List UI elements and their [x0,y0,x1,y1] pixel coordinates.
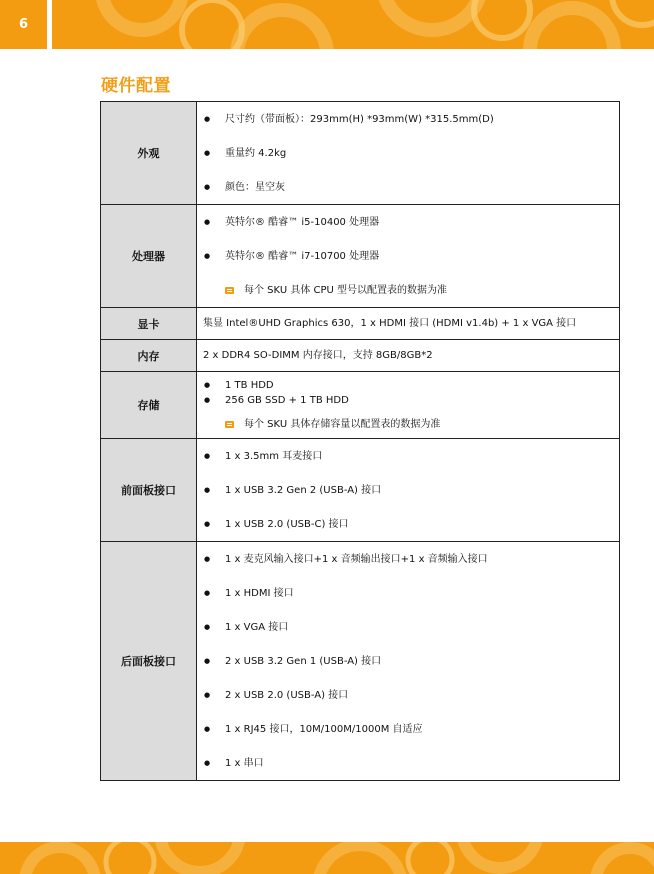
table-row-processor [101,205,620,308]
list-item: ● 1 x RJ45 接口，10M/100M/1000M 自适应 [197,723,619,736]
note-text: 每个 SKU 具体存储容量以配置表的数据为准 [244,419,441,430]
table-row-graphics [101,308,620,340]
footer-pattern [0,842,654,874]
hardware-spec-table [100,101,620,781]
list-item: ● 英特尔® 酷睿™ i7-10700 处理器 [197,250,619,263]
table-row-appearance [101,102,620,205]
row-content [197,372,620,439]
list-item: ● 1 x USB 3.2 Gen 2 (USB-A) 接口 [197,484,619,497]
page-number-badge [0,0,47,49]
list-item: ● 1 x 麦克风输入接口+1 x 音频输出接口+1 x 音频输入接口 [197,553,619,566]
row-label: 存储 [101,372,197,439]
list-item: ● 1 x VGA 接口 [197,621,619,634]
row-label: 显卡 [101,308,197,340]
row-content [197,439,620,542]
bullet-list [197,113,619,194]
list-item: ● 2 x USB 2.0 (USB-A) 接口 [197,689,619,702]
row-label: 前面板接口 [101,439,197,542]
table-row-front-ports [101,439,620,542]
row-text: 2 x DDR4 SO-DIMM 内存接口，支持 8GB/8GB*2 [203,350,433,361]
row-content [197,102,620,205]
list-item: ● 颜色：星空灰 [197,181,619,194]
row-content [197,340,620,372]
list-item: ● 256 GB SSD + 1 TB HDD [197,394,619,407]
page-number: 6 [18,17,29,32]
row-content [197,308,620,340]
list-item: ● 1 x HDMI 接口 [197,587,619,600]
list-item: ● 1 x USB 2.0 (USB-C) 接口 [197,518,619,531]
footer-band [0,842,654,874]
note-icon [225,287,234,294]
header-pattern [52,0,654,49]
list-item: ● 重量约 4.2kg [197,147,619,160]
bullet-list [197,450,619,531]
bullet-list [197,553,619,770]
table-row-memory [101,340,620,372]
list-item: ● 1 x 3.5mm 耳麦接口 [197,450,619,463]
bullet-list [197,216,619,263]
table-row-storage [101,372,620,439]
note [197,418,619,431]
row-text: 集显 Intel®UHD Graphics 630，1 x HDMI 接口 (HDMI v1.4b) + 1 x VGA 接口 [203,318,577,329]
bullet-list [197,379,619,407]
row-label: 处理器 [101,205,197,308]
list-item: ● 英特尔® 酷睿™ i5-10400 处理器 [197,216,619,229]
list-item: ● 1 x 串口 [197,757,619,770]
table-row-rear-ports [101,542,620,781]
list-item: ● 2 x USB 3.2 Gen 1 (USB-A) 接口 [197,655,619,668]
note-text: 每个 SKU 具体 CPU 型号以配置表的数据为准 [244,284,448,296]
list-item: ● 1 TB HDD [197,379,619,392]
note-icon [225,421,234,428]
row-label: 外观 [101,102,197,205]
section-title: 硬件配置 [101,76,171,96]
row-content [197,542,620,781]
note [197,284,619,297]
row-content [197,205,620,308]
list-item: ● 尺寸约（带面板）：293mm(H) *93mm(W) *315.5mm(D) [197,113,619,126]
row-label: 后面板接口 [101,542,197,781]
row-label: 内存 [101,340,197,372]
header-band [52,0,654,49]
